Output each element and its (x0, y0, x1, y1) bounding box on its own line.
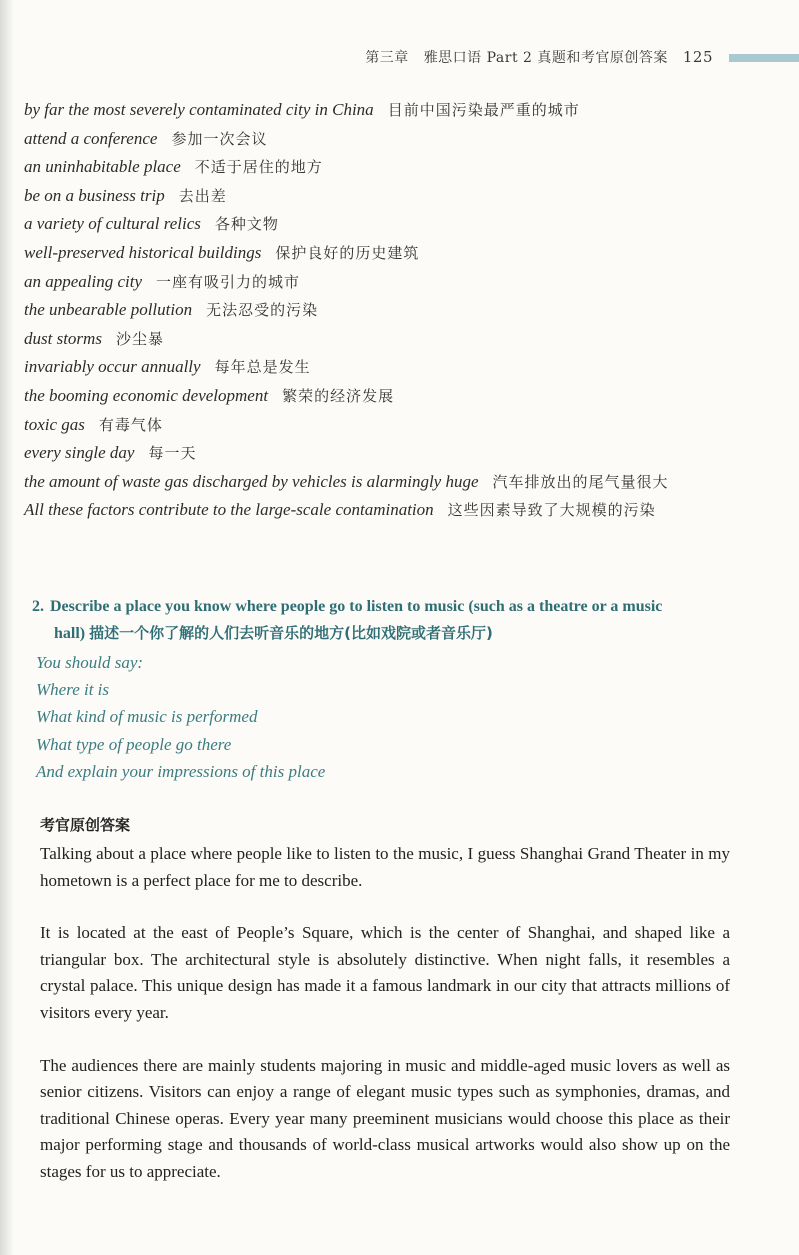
vocab-item (24, 268, 734, 297)
vocab-item (24, 325, 734, 354)
vocab-english: an appealing city (24, 271, 143, 291)
model-answer (40, 814, 730, 1212)
page-binding-shadow (0, 0, 14, 1255)
vocab-chinese: 去出差 (178, 186, 227, 205)
vocab-item (24, 382, 734, 411)
answer-paragraph: The audiences there are mainly students majoring in music and middle-aged music lovers as well as senior citizens. Visitors can enjoy a range of elegant music types such as symphonies, dramas, and traditional Chinese operas. Every year many preeminent musicians would choose this place as their major performing stage and thousands of world-class musical artworks would also show up on the stages for us to appreciate. (40, 1055, 730, 1181)
prompt-line: What type of people go there (36, 734, 232, 754)
vocab-english: dust storms (24, 328, 102, 348)
vocab-english: by far the most severely contaminated city in China (24, 100, 374, 119)
prompt-line: Where it is (36, 680, 110, 700)
header-accent-bar (729, 54, 799, 62)
prompt-line: What kind of music is performed (36, 707, 258, 727)
vocab-item (24, 296, 734, 325)
vocab-item (24, 411, 734, 440)
vocab-english: well-preserved historical buildings (24, 242, 262, 262)
vocab-item (24, 468, 734, 497)
chapter-label: 第三章 (365, 50, 409, 66)
page-number: 125 (682, 48, 713, 66)
vocabulary-list (24, 96, 734, 525)
question-block (32, 594, 732, 785)
page-header (0, 44, 799, 74)
question-title-chinese: 描述一个你了解的人们去听音乐的地方(比如戏院或者音乐厅) (89, 624, 493, 642)
vocab-item (24, 353, 734, 382)
vocab-english: a variety of cultural relics (24, 214, 201, 234)
vocab-chinese: 有毒气体 (98, 415, 163, 434)
vocab-english: the amount of waste gas discharged by vehicles is alarmingly huge (24, 471, 479, 491)
vocab-item (24, 239, 734, 268)
vocab-item (24, 210, 734, 239)
question-title-english: Describe a place you know where people go to listen to music (such as a theatre or a music (50, 598, 663, 615)
question-number: 2. (32, 598, 44, 615)
vocab-item (24, 182, 734, 211)
vocab-chinese: 各种文物 (214, 215, 279, 234)
running-head (365, 47, 713, 67)
prompt-line: You should say: (36, 653, 144, 672)
answer-paragraph: It is located at the east of People’s Square, which is the center of Shanghai, and shaped like a triangular box. The architectural style is absolutely distinctive. When night falls, it resembles a crystal palace. This unique design has made it a famous landmark in our city that attracts millions of visitors every year. (40, 923, 730, 1022)
cue-card-prompts (32, 649, 732, 785)
vocab-item (24, 96, 734, 125)
vocab-chinese: 无法忍受的污染 (206, 301, 319, 320)
vocab-chinese: 不适于居住的地方 (194, 158, 323, 177)
vocab-english: every single day (24, 443, 135, 463)
vocab-english: invariably occur annually (24, 357, 201, 377)
vocab-english: an uninhabitable place (24, 157, 181, 177)
vocab-chinese: 每一天 (148, 444, 197, 463)
answer-paragraph: Talking about a place where people like to listen to the music, I guess Shanghai Grand Theater in my hometown is a perfect place for me to describe. (40, 844, 730, 890)
vocab-chinese: 参加一次会议 (171, 129, 268, 148)
vocab-chinese: 繁荣的经济发展 (282, 386, 395, 405)
vocab-item (24, 153, 734, 182)
vocab-item (24, 125, 734, 154)
prompt-line: And explain your impressions of this place (36, 761, 326, 781)
vocab-english: the booming economic development (24, 385, 269, 405)
vocab-english: the unbearable pollution (24, 300, 193, 320)
question-title (32, 594, 732, 647)
vocab-item (24, 439, 734, 468)
vocab-english: All these factors contribute to the large-scale contamination (24, 500, 434, 520)
question-title-english-cont: hall) (54, 625, 86, 642)
vocab-chinese: 每年总是发生 (214, 358, 311, 377)
vocab-english: be on a business trip (24, 185, 165, 205)
vocab-english: attend a conference (24, 128, 158, 148)
vocab-item (24, 496, 734, 525)
chapter-title: 雅思口语 Part 2 真题和考官原创答案 (423, 50, 668, 66)
vocab-chinese: 保护良好的历史建筑 (275, 243, 420, 262)
vocab-chinese: 这些因素导致了大规模的污染 (447, 501, 656, 520)
vocab-chinese: 汽车排放出的尾气量很大 (492, 472, 669, 491)
question-title-continuation (32, 620, 732, 647)
vocab-chinese: 目前中国污染最严重的城市 (387, 101, 580, 119)
vocab-chinese: 沙尘暴 (115, 329, 164, 348)
answer-heading: 考官原创答案 (40, 816, 131, 834)
vocab-english: toxic gas (24, 414, 85, 434)
vocab-chinese: 一座有吸引力的城市 (156, 272, 301, 291)
